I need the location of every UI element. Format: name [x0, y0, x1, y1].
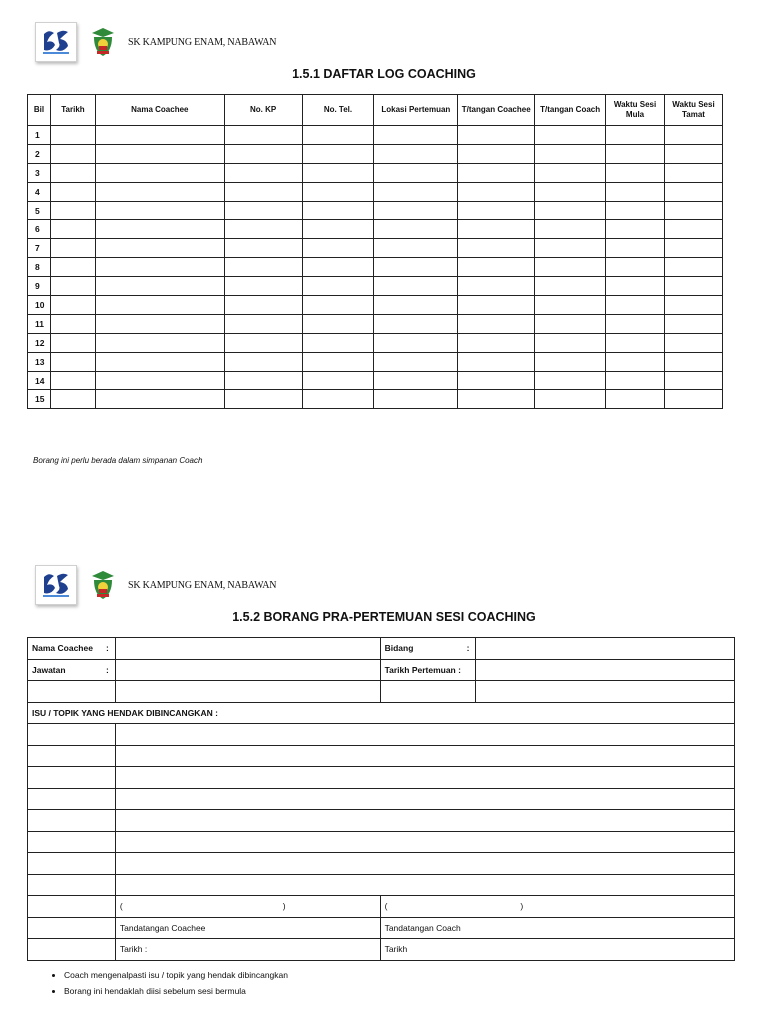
log-cell[interactable]	[535, 201, 606, 220]
log-cell[interactable]	[302, 220, 374, 239]
log-title: 1.5.1 DAFTAR LOG COACHING	[292, 67, 476, 81]
blank-cell	[380, 681, 476, 703]
log-cell[interactable]	[302, 314, 374, 333]
log-cell[interactable]	[535, 126, 606, 145]
log-row	[28, 239, 723, 258]
log-cell[interactable]	[50, 220, 95, 239]
row-number: 5	[28, 201, 51, 220]
log-cell[interactable]	[664, 163, 722, 182]
log-cell[interactable]	[664, 296, 722, 315]
isu-text-cell[interactable]	[115, 874, 734, 896]
label-nama-coachee: Nama Coachee :	[28, 638, 116, 660]
log-row	[28, 333, 723, 352]
log-cell[interactable]	[95, 144, 224, 163]
log-cell[interactable]	[535, 144, 606, 163]
log-cell[interactable]	[606, 371, 665, 390]
log-cell[interactable]	[50, 390, 95, 409]
log-row	[28, 220, 723, 239]
col-tarikh: Tarikh	[50, 95, 95, 126]
log-cell[interactable]	[224, 277, 302, 296]
log-cell[interactable]	[50, 333, 95, 352]
col-bil: Bil	[28, 95, 51, 126]
log-cell[interactable]	[224, 352, 302, 371]
log-cell[interactable]	[50, 144, 95, 163]
log-cell[interactable]	[374, 258, 458, 277]
log-cell[interactable]	[95, 390, 224, 409]
log-cell[interactable]	[95, 182, 224, 201]
isu-text-cell[interactable]	[115, 745, 734, 767]
label-tarikh-coach: Tarikh	[380, 939, 734, 961]
col-tt-coach: T/tangan Coach	[535, 95, 606, 126]
log-cell[interactable]	[374, 144, 458, 163]
log-cell[interactable]	[50, 182, 95, 201]
col-no-kp: No. KP	[224, 95, 302, 126]
isu-row	[28, 788, 735, 810]
log-cell[interactable]	[458, 258, 535, 277]
row-number: 1	[28, 126, 51, 145]
log-cell[interactable]	[95, 296, 224, 315]
log-cell[interactable]	[302, 258, 374, 277]
log-cell[interactable]	[374, 201, 458, 220]
log-cell[interactable]	[374, 352, 458, 371]
log-cell[interactable]	[664, 314, 722, 333]
isu-index-cell[interactable]	[28, 853, 116, 875]
log-cell[interactable]	[664, 201, 722, 220]
log-cell[interactable]	[302, 182, 374, 201]
isu-text-cell[interactable]	[115, 810, 734, 832]
log-cell[interactable]	[458, 220, 535, 239]
isu-row	[28, 745, 735, 767]
log-cell[interactable]	[302, 371, 374, 390]
log-note: Borang ini perlu berada dalam simpanan Coach	[33, 456, 203, 465]
isu-index-cell[interactable]	[28, 724, 116, 746]
log-cell[interactable]	[95, 201, 224, 220]
log-cell[interactable]	[50, 352, 95, 371]
field-tarikh-pertemuan[interactable]	[476, 659, 735, 681]
label-tarikh-coachee: Tarikh :	[115, 939, 380, 961]
field-bidang[interactable]	[476, 638, 735, 660]
pre-meeting-title: 1.5.2 BORANG PRA-PERTEMUAN SESI COACHING	[232, 610, 536, 624]
log-cell[interactable]	[606, 126, 665, 145]
log-cell[interactable]	[535, 333, 606, 352]
log-cell[interactable]	[664, 182, 722, 201]
log-cell[interactable]	[374, 277, 458, 296]
log-cell[interactable]	[535, 277, 606, 296]
log-cell[interactable]	[458, 371, 535, 390]
isu-index-cell[interactable]	[28, 810, 116, 832]
sign-coach-box[interactable]: ( )	[380, 896, 734, 918]
blank-cell	[28, 896, 116, 918]
field-jawatan[interactable]	[115, 659, 380, 681]
log-cell[interactable]	[606, 296, 665, 315]
col-lokasi: Lokasi Pertemuan	[374, 95, 458, 126]
log-cell[interactable]	[302, 201, 374, 220]
log-cell[interactable]	[606, 258, 665, 277]
log-cell[interactable]	[458, 144, 535, 163]
log-cell[interactable]	[458, 277, 535, 296]
log-cell[interactable]	[224, 296, 302, 315]
log-cell[interactable]	[95, 352, 224, 371]
log-cell[interactable]	[224, 239, 302, 258]
school-name: SK KAMPUNG ENAM, NABAWAN	[128, 36, 277, 48]
log-cell[interactable]	[664, 277, 722, 296]
log-cell[interactable]	[458, 182, 535, 201]
row-number: 9	[28, 277, 51, 296]
log-cell[interactable]	[458, 126, 535, 145]
isu-text-cell[interactable]	[115, 831, 734, 853]
log-cell[interactable]	[302, 163, 374, 182]
log-cell[interactable]	[224, 371, 302, 390]
log-row	[28, 258, 723, 277]
log-cell[interactable]	[664, 220, 722, 239]
log-cell[interactable]	[606, 333, 665, 352]
log-cell[interactable]	[535, 390, 606, 409]
isu-row	[28, 767, 735, 789]
log-row	[28, 163, 723, 182]
coaching-log-table	[27, 94, 723, 409]
log-cell[interactable]	[50, 163, 95, 182]
isu-text-cell[interactable]	[115, 724, 734, 746]
header-1	[35, 22, 276, 62]
blank-cell	[28, 917, 116, 939]
log-cell[interactable]	[224, 390, 302, 409]
log-cell[interactable]	[664, 126, 722, 145]
log-cell[interactable]	[374, 333, 458, 352]
log-cell[interactable]	[95, 126, 224, 145]
row-number: 4	[28, 182, 51, 201]
log-cell[interactable]	[606, 239, 665, 258]
col-nama-coachee: Nama Coachee	[95, 95, 224, 126]
log-row	[28, 182, 723, 201]
log-cell[interactable]	[458, 390, 535, 409]
log-cell[interactable]	[458, 296, 535, 315]
log-cell[interactable]	[606, 201, 665, 220]
row-number: 13	[28, 352, 51, 371]
log-cell[interactable]	[664, 371, 722, 390]
log-cell[interactable]	[224, 126, 302, 145]
col-no-tel: No. Tel.	[302, 95, 374, 126]
log-cell[interactable]	[50, 314, 95, 333]
log-cell[interactable]	[535, 296, 606, 315]
school-crest	[90, 27, 116, 57]
log-cell[interactable]	[606, 182, 665, 201]
log-cell[interactable]	[606, 314, 665, 333]
isu-text-cell[interactable]	[115, 853, 734, 875]
field-nama-coachee[interactable]	[115, 638, 380, 660]
log-cell[interactable]	[95, 239, 224, 258]
log-cell[interactable]	[458, 163, 535, 182]
blank-cell	[28, 939, 116, 961]
log-cell[interactable]	[95, 258, 224, 277]
log-cell[interactable]	[606, 352, 665, 371]
log-cell[interactable]	[374, 390, 458, 409]
log-cell[interactable]	[302, 296, 374, 315]
log-cell[interactable]	[664, 239, 722, 258]
log-cell[interactable]	[302, 239, 374, 258]
log-cell[interactable]	[458, 333, 535, 352]
log-cell[interactable]	[606, 163, 665, 182]
row-number: 10	[28, 296, 51, 315]
log-cell[interactable]	[302, 126, 374, 145]
log-cell[interactable]	[664, 258, 722, 277]
log-cell[interactable]	[606, 144, 665, 163]
field-extra[interactable]	[115, 681, 380, 703]
isu-index-cell[interactable]	[28, 788, 116, 810]
log-cell[interactable]	[95, 333, 224, 352]
label-tarikh-pertemuan: Tarikh Pertemuan :	[380, 659, 476, 681]
log-row	[28, 277, 723, 296]
log-cell[interactable]	[374, 371, 458, 390]
isu-text-cell[interactable]	[115, 767, 734, 789]
school-crest	[90, 570, 116, 600]
log-cell[interactable]	[374, 126, 458, 145]
log-cell[interactable]	[50, 258, 95, 277]
log-cell[interactable]	[664, 333, 722, 352]
log-cell[interactable]	[535, 314, 606, 333]
log-cell[interactable]	[95, 371, 224, 390]
log-cell[interactable]	[50, 201, 95, 220]
log-cell[interactable]	[224, 144, 302, 163]
log-row	[28, 144, 723, 163]
instruction-item: • Coach mengenalpasti isu / topik yang hendak dibincangkan	[64, 970, 288, 980]
log-cell[interactable]	[458, 201, 535, 220]
log-cell[interactable]	[302, 277, 374, 296]
log-cell[interactable]	[302, 390, 374, 409]
isu-rows	[28, 724, 735, 896]
isu-index-cell[interactable]	[28, 767, 116, 789]
log-row	[28, 314, 723, 333]
col-tt-coachee: T/tangan Coachee	[458, 95, 535, 126]
label-jawatan: Jawatan :	[28, 659, 116, 681]
log-cell[interactable]	[95, 314, 224, 333]
log-cell[interactable]	[535, 258, 606, 277]
isu-row	[28, 810, 735, 832]
log-cell[interactable]	[374, 239, 458, 258]
label-isu-topik: ISU / TOPIK YANG HENDAK DIBINCANGKAN :	[28, 702, 735, 724]
log-body	[28, 126, 723, 409]
log-cell[interactable]	[224, 220, 302, 239]
row-number: 14	[28, 371, 51, 390]
isu-text-cell[interactable]	[115, 788, 734, 810]
isu-index-cell[interactable]	[28, 831, 116, 853]
row-number: 12	[28, 333, 51, 352]
isu-row	[28, 874, 735, 896]
log-cell[interactable]	[535, 182, 606, 201]
ministry-logo	[35, 565, 77, 605]
instructions-list	[48, 970, 288, 1002]
log-cell[interactable]	[606, 277, 665, 296]
log-cell[interactable]	[374, 220, 458, 239]
log-cell[interactable]	[374, 163, 458, 182]
label-tt-coachee: Tandatangan Coachee	[115, 917, 380, 939]
row-number: 6	[28, 220, 51, 239]
log-header-row	[28, 95, 723, 126]
instruction-item: • Borang ini hendaklah diisi sebelum sesi bermula	[64, 986, 288, 996]
row-number: 3	[28, 163, 51, 182]
col-waktu-mula: Waktu Sesi Mula	[606, 95, 665, 126]
isu-row	[28, 724, 735, 746]
log-cell[interactable]	[224, 314, 302, 333]
row-number: 7	[28, 239, 51, 258]
log-cell[interactable]	[458, 239, 535, 258]
log-row	[28, 126, 723, 145]
log-cell[interactable]	[95, 220, 224, 239]
row-number: 11	[28, 314, 51, 333]
log-cell[interactable]	[535, 371, 606, 390]
log-row	[28, 390, 723, 409]
log-cell[interactable]	[374, 182, 458, 201]
pre-meeting-form	[27, 637, 735, 961]
label-tt-coach: Tandatangan Coach	[380, 917, 734, 939]
log-cell[interactable]	[302, 352, 374, 371]
log-row	[28, 352, 723, 371]
log-cell[interactable]	[535, 352, 606, 371]
header-2	[35, 565, 276, 605]
field-extra[interactable]	[476, 681, 735, 703]
isu-row	[28, 853, 735, 875]
log-cell[interactable]	[664, 352, 722, 371]
school-name: SK KAMPUNG ENAM, NABAWAN	[128, 579, 277, 591]
log-cell[interactable]	[95, 163, 224, 182]
log-cell[interactable]	[535, 220, 606, 239]
log-cell[interactable]	[535, 239, 606, 258]
log-cell[interactable]	[224, 258, 302, 277]
isu-index-cell[interactable]	[28, 874, 116, 896]
log-cell[interactable]	[664, 390, 722, 409]
log-cell[interactable]	[606, 390, 665, 409]
log-cell[interactable]	[535, 163, 606, 182]
log-cell[interactable]	[374, 296, 458, 315]
log-cell[interactable]	[302, 144, 374, 163]
log-cell[interactable]	[374, 314, 458, 333]
log-row	[28, 371, 723, 390]
log-cell[interactable]	[458, 352, 535, 371]
log-cell[interactable]	[50, 239, 95, 258]
row-number: 15	[28, 390, 51, 409]
sign-coachee-box[interactable]: ( )	[115, 896, 380, 918]
blank-cell	[28, 681, 116, 703]
row-number: 2	[28, 144, 51, 163]
log-cell[interactable]	[224, 201, 302, 220]
log-row	[28, 201, 723, 220]
label-bidang: Bidang :	[380, 638, 476, 660]
ministry-logo	[35, 22, 77, 62]
log-cell[interactable]	[95, 277, 224, 296]
col-waktu-tamat: Waktu Sesi Tamat	[664, 95, 722, 126]
log-cell[interactable]	[664, 144, 722, 163]
log-cell[interactable]	[606, 220, 665, 239]
log-row	[28, 296, 723, 315]
isu-index-cell[interactable]	[28, 745, 116, 767]
log-cell[interactable]	[224, 163, 302, 182]
log-cell[interactable]	[50, 296, 95, 315]
log-cell[interactable]	[224, 182, 302, 201]
log-cell[interactable]	[50, 277, 95, 296]
isu-row	[28, 831, 735, 853]
log-cell[interactable]	[50, 371, 95, 390]
log-cell[interactable]	[50, 126, 95, 145]
log-cell[interactable]	[458, 314, 535, 333]
log-cell[interactable]	[224, 333, 302, 352]
row-number: 8	[28, 258, 51, 277]
log-cell[interactable]	[302, 333, 374, 352]
